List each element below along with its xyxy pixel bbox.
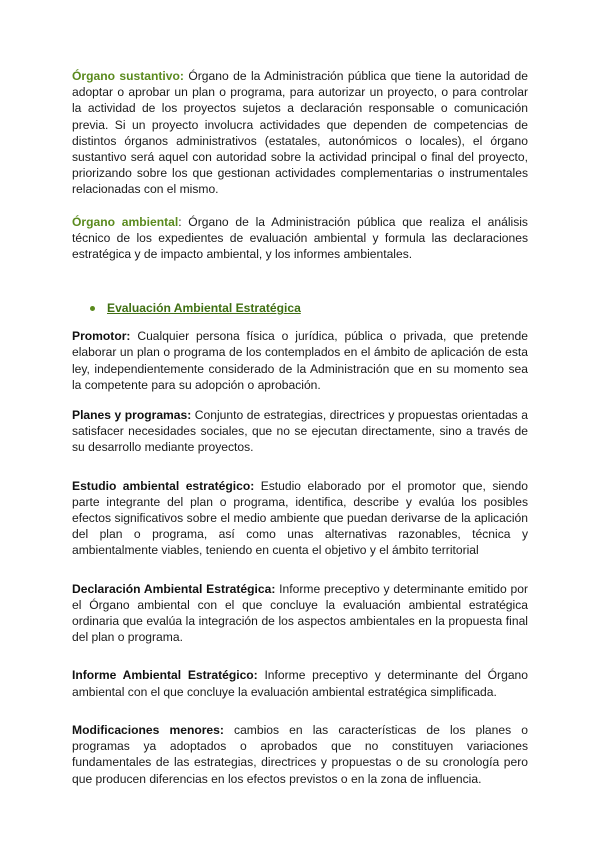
term-estudio-ambiental: Estudio ambiental estratégico: xyxy=(72,478,255,493)
definition-organo-sustantivo xyxy=(72,68,528,198)
term-organo-sustantivo: Órgano sustantivo: xyxy=(72,69,184,83)
definition-estudio-ambiental xyxy=(72,478,528,559)
definition-text: Informe preceptivo y determinante del Órgano ambiental con el que concluye la evaluación ambiental estratégica simplificada. xyxy=(72,668,528,699)
term-informe-ambiental: Informe Ambiental Estratégico: xyxy=(72,668,258,683)
definition-declaracion-ambiental xyxy=(72,581,528,646)
definition-text: Informe preceptivo y determinante emitido por el Órgano ambiental con el que concluye la evaluación ambiental estratégica ordinaria que evalúa la integración de los aspectos ambientales en la propuesta final del plan o programa. xyxy=(72,581,529,645)
definition-promotor xyxy=(72,328,528,393)
section-heading-row xyxy=(90,300,528,316)
term-promotor: Promotor: xyxy=(72,329,131,344)
definition-text: : Órgano de la Administración pública que realiza el análisis técnico de los expedientes de evaluación ambiental y formula las declaraciones estratégica y de impacto ambiental, y los informes ambientales. xyxy=(72,214,528,262)
definition-text: Estudio elaborado por el promotor que, siendo parte integrante del plan o programa, identifica, describe y evalúa los posibles efectos significativos sobre el medio ambiente que puedan derivarse de la aplicación del plan o programa, así como unas alternativas razonables, técnica y ambientalmente viables, teniendo en cuenta el objetivo y el ámbito territorial xyxy=(72,478,528,558)
definition-text: cambios en las características de los planes o programas ya adoptados o aprobados que no constituyen variaciones fundamentales de las estrategias, directrices y propuestas o de su cronología pero que producen diferencias en los efectos previstos o en la zona de influencia. xyxy=(72,722,528,786)
term-organo-ambiental: Órgano ambiental xyxy=(72,214,179,229)
definition-text: Cualquier persona física o jurídica, pública o privada, que pretende elaborar un plan o programa de los contemplados en el ámbito de aplicación de esta ley, independientemente considerado de la Administración que en su momento sea la competente para su adopción o aprobación. xyxy=(72,329,528,392)
term-planes-programas: Planes y programas: xyxy=(72,408,192,423)
term-declaracion-ambiental: Declaración Ambiental Estratégica: xyxy=(72,581,276,596)
bullet-icon xyxy=(90,306,95,311)
section-heading-link[interactable]: Evaluación Ambiental Estratégica xyxy=(107,301,301,316)
definition-text: Conjunto de estrategias, directrices y propuestas orientadas a satisfacer necesidades sociales, que no se ejecutan directamente, sino a través de su desarrollo mediante proyectos. xyxy=(72,408,528,455)
term-modificaciones-menores: Modificaciones menores: xyxy=(72,722,224,737)
definition-text: Órgano de la Administración pública que tiene la autoridad de adoptar o aprobar un plan o programa, para autorizar un proyecto, o para controlar la actividad de los proyectos sujetos a declaración responsable o comunicación previa. Si un proyecto involucra actividades que dependen de competencias de distintos órganos administrativos (estatales, autonómicos o locales), el órgano sustantivo será aquel con autoridad sobre la actividad principal o final del proyecto, priorizando sobre los que gestionan actividades complementarias o instrumentales relacionadas con el mismo. xyxy=(72,69,528,197)
definition-planes-programas xyxy=(72,407,528,456)
definition-informe-ambiental xyxy=(72,667,528,699)
definition-modificaciones-menores xyxy=(72,722,528,787)
document-page xyxy=(72,68,528,787)
definition-organo-ambiental xyxy=(72,214,528,263)
